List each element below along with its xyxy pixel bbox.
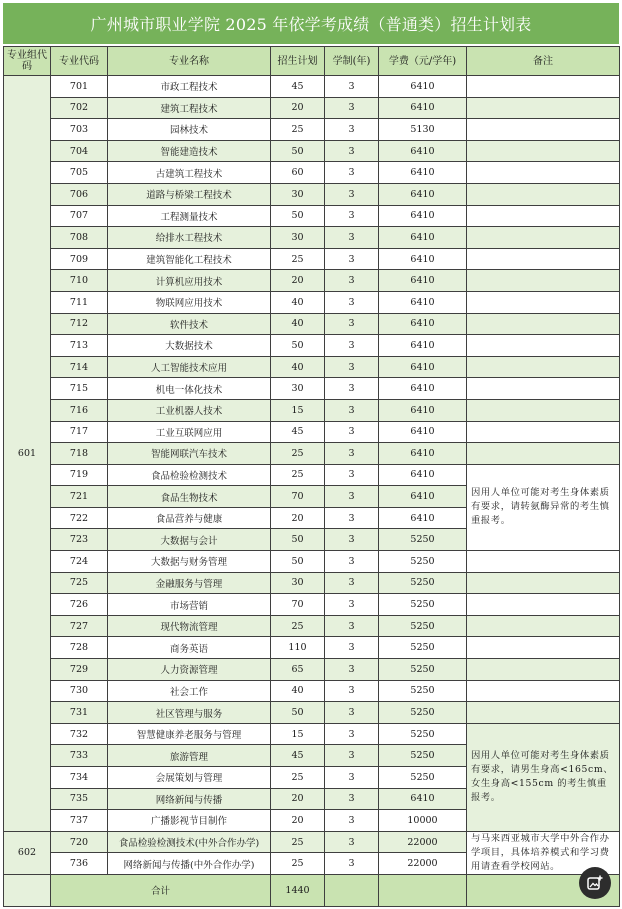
header-row (4, 47, 620, 76)
remark-empty (467, 551, 620, 573)
major-code: 724 (51, 551, 108, 573)
major-code: 704 (51, 140, 108, 162)
tuition-fee: 6410 (379, 162, 467, 184)
major-name: 工程测量技术 (108, 205, 271, 227)
table-row (4, 270, 620, 292)
remark-empty (467, 183, 620, 205)
header-group-code: 专业组代码 (4, 47, 51, 76)
major-code: 725 (51, 572, 108, 594)
plan-count: 15 (271, 399, 325, 421)
study-years: 3 (325, 572, 379, 594)
plan-count: 20 (271, 788, 325, 810)
major-name: 网络新闻与传播(中外合作办学) (108, 853, 271, 875)
study-years: 3 (325, 767, 379, 789)
table-row (4, 313, 620, 335)
plan-count: 50 (271, 335, 325, 357)
tuition-fee: 6410 (379, 291, 467, 313)
major-code: 723 (51, 529, 108, 551)
major-name: 给排水工程技术 (108, 227, 271, 249)
add-image-button[interactable] (579, 867, 611, 899)
major-name: 大数据与会计 (108, 529, 271, 551)
table-row (4, 162, 620, 184)
study-years: 3 (325, 205, 379, 227)
major-code: 718 (51, 443, 108, 465)
tuition-fee: 6410 (379, 270, 467, 292)
tuition-fee: 6410 (379, 313, 467, 335)
plan-count: 20 (271, 507, 325, 529)
tuition-fee: 6410 (379, 76, 467, 98)
table-row (4, 594, 620, 616)
tuition-fee: 5250 (379, 637, 467, 659)
study-years: 3 (325, 507, 379, 529)
major-name: 建筑工程技术 (108, 97, 271, 119)
study-years: 3 (325, 443, 379, 465)
plan-count: 60 (271, 162, 325, 184)
remark-empty (467, 443, 620, 465)
study-years: 3 (325, 637, 379, 659)
table-row (4, 356, 620, 378)
study-years: 3 (325, 335, 379, 357)
remark-empty (467, 76, 620, 98)
table-row (4, 615, 620, 637)
table-row (4, 464, 620, 486)
major-code: 701 (51, 76, 108, 98)
major-code: 728 (51, 637, 108, 659)
plan-count: 25 (271, 767, 325, 789)
major-name: 人力资源管理 (108, 659, 271, 681)
major-name: 大数据与财务管理 (108, 551, 271, 573)
major-code: 727 (51, 615, 108, 637)
table-row (4, 723, 620, 745)
plan-count: 20 (271, 810, 325, 832)
major-code: 721 (51, 486, 108, 508)
plan-count: 25 (271, 443, 325, 465)
table-row (4, 183, 620, 205)
major-name: 网络新闻与传播 (108, 788, 271, 810)
study-years: 3 (325, 378, 379, 400)
major-code: 731 (51, 702, 108, 724)
table-row (4, 680, 620, 702)
plan-count: 50 (271, 205, 325, 227)
remark-empty (467, 594, 620, 616)
tuition-fee: 6410 (379, 399, 467, 421)
study-years: 3 (325, 810, 379, 832)
tuition-fee: 5250 (379, 680, 467, 702)
remark-empty (467, 97, 620, 119)
plan-table (3, 46, 620, 907)
major-code: 712 (51, 313, 108, 335)
table-row (4, 140, 620, 162)
major-name: 人工智能技术应用 (108, 356, 271, 378)
major-name: 建筑智能化工程技术 (108, 248, 271, 270)
major-code: 717 (51, 421, 108, 443)
tuition-fee: 5250 (379, 659, 467, 681)
major-code: 703 (51, 119, 108, 141)
tuition-fee: 6410 (379, 248, 467, 270)
major-name: 社区管理与服务 (108, 702, 271, 724)
study-years: 3 (325, 615, 379, 637)
remark-empty (467, 572, 620, 594)
major-name: 广播影视节目制作 (108, 810, 271, 832)
major-name: 智慧健康养老服务与管理 (108, 723, 271, 745)
study-years: 3 (325, 831, 379, 853)
plan-count: 30 (271, 227, 325, 249)
table-row (4, 378, 620, 400)
header-major-code: 专业代码 (51, 47, 108, 76)
plan-count: 30 (271, 183, 325, 205)
major-name: 食品生物技术 (108, 486, 271, 508)
major-code: 705 (51, 162, 108, 184)
study-years: 3 (325, 421, 379, 443)
study-years: 3 (325, 551, 379, 573)
major-name: 旅游管理 (108, 745, 271, 767)
major-name: 智能建造技术 (108, 140, 271, 162)
remark-empty (467, 637, 620, 659)
study-years: 3 (325, 248, 379, 270)
major-code: 714 (51, 356, 108, 378)
table-row (4, 702, 620, 724)
remark-empty (467, 378, 620, 400)
study-years: 3 (325, 853, 379, 875)
plan-count: 25 (271, 615, 325, 637)
tuition-fee: 5250 (379, 745, 467, 767)
remark-empty (467, 205, 620, 227)
table-row (4, 76, 620, 98)
table-row (4, 659, 620, 681)
table-row (4, 119, 620, 141)
table-row (4, 443, 620, 465)
tuition-fee: 5250 (379, 529, 467, 551)
header-plan: 招生计划 (271, 47, 325, 76)
study-years: 3 (325, 680, 379, 702)
table-row (4, 291, 620, 313)
table-row (4, 97, 620, 119)
plan-count: 25 (271, 248, 325, 270)
plan-count: 25 (271, 831, 325, 853)
major-name: 食品检验检测技术(中外合作办学) (108, 831, 271, 853)
major-name: 园林技术 (108, 119, 271, 141)
major-code: 722 (51, 507, 108, 529)
study-years: 3 (325, 356, 379, 378)
header-major-name: 专业名称 (108, 47, 271, 76)
tuition-fee: 6410 (379, 421, 467, 443)
document-title: 广州城市职业学院 2025 年依学考成绩（普通类）招生计划表 (3, 3, 619, 44)
plan-count: 40 (271, 356, 325, 378)
tuition-fee: 10000 (379, 810, 467, 832)
tuition-fee: 5250 (379, 767, 467, 789)
major-name: 市场营销 (108, 594, 271, 616)
study-years: 3 (325, 529, 379, 551)
major-code: 735 (51, 788, 108, 810)
table-row (4, 421, 620, 443)
remark-empty (467, 702, 620, 724)
remark-empty (467, 680, 620, 702)
study-years: 3 (325, 723, 379, 745)
table-row (4, 227, 620, 249)
study-years: 3 (325, 183, 379, 205)
tuition-fee: 5250 (379, 572, 467, 594)
plan-count: 50 (271, 529, 325, 551)
major-code: 729 (51, 659, 108, 681)
plan-count: 20 (271, 270, 325, 292)
total-row (4, 874, 620, 906)
major-name: 软件技术 (108, 313, 271, 335)
major-name: 古建筑工程技术 (108, 162, 271, 184)
header-years: 学制(年) (325, 47, 379, 76)
major-name: 商务英语 (108, 637, 271, 659)
study-years: 3 (325, 745, 379, 767)
study-years: 3 (325, 291, 379, 313)
major-name: 市政工程技术 (108, 76, 271, 98)
study-years: 3 (325, 119, 379, 141)
major-name: 道路与桥梁工程技术 (108, 183, 271, 205)
remark-empty (467, 291, 620, 313)
major-code: 733 (51, 745, 108, 767)
major-code: 706 (51, 183, 108, 205)
total-plan: 1440 (271, 874, 325, 906)
plan-count: 30 (271, 572, 325, 594)
major-name: 食品营养与健康 (108, 507, 271, 529)
major-name: 计算机应用技术 (108, 270, 271, 292)
plan-count: 110 (271, 637, 325, 659)
study-years: 3 (325, 464, 379, 486)
major-code: 707 (51, 205, 108, 227)
remark-empty (467, 615, 620, 637)
tuition-fee: 6410 (379, 97, 467, 119)
tuition-fee: 6410 (379, 227, 467, 249)
study-years: 3 (325, 659, 379, 681)
remark-empty (467, 421, 620, 443)
major-name: 智能网联汽车技术 (108, 443, 271, 465)
tuition-fee: 6410 (379, 486, 467, 508)
plan-count: 50 (271, 551, 325, 573)
tuition-fee: 6410 (379, 140, 467, 162)
tuition-fee: 5250 (379, 702, 467, 724)
major-code: 720 (51, 831, 108, 853)
plan-count: 40 (271, 680, 325, 702)
major-code: 711 (51, 291, 108, 313)
major-name: 机电一体化技术 (108, 378, 271, 400)
plan-count: 40 (271, 291, 325, 313)
table-row (4, 248, 620, 270)
tuition-fee: 6410 (379, 464, 467, 486)
header-fee: 学费（元/学年) (379, 47, 467, 76)
major-code: 715 (51, 378, 108, 400)
tuition-fee: 6410 (379, 183, 467, 205)
major-code: 710 (51, 270, 108, 292)
major-name: 现代物流管理 (108, 615, 271, 637)
major-code: 713 (51, 335, 108, 357)
major-name: 金融服务与管理 (108, 572, 271, 594)
major-code: 732 (51, 723, 108, 745)
plan-count: 70 (271, 486, 325, 508)
remark-empty (467, 335, 620, 357)
major-code: 708 (51, 227, 108, 249)
tuition-fee: 6410 (379, 335, 467, 357)
tuition-fee: 22000 (379, 853, 467, 875)
tuition-fee: 6410 (379, 788, 467, 810)
tuition-fee: 5250 (379, 615, 467, 637)
major-name: 大数据技术 (108, 335, 271, 357)
study-years: 3 (325, 594, 379, 616)
plan-count: 65 (271, 659, 325, 681)
add-image-icon (586, 874, 604, 892)
remark-empty (467, 140, 620, 162)
remark-tourism: 因用人单位可能对考生身体素质有要求，请男生身高<165cm、女生身高<155cm 的考生慎重报考。 (467, 723, 620, 831)
tuition-fee: 22000 (379, 831, 467, 853)
table-row (4, 572, 620, 594)
remark-empty (467, 248, 620, 270)
remark-empty (467, 356, 620, 378)
plan-count: 50 (271, 140, 325, 162)
major-name: 工业互联网应用 (108, 421, 271, 443)
remark-empty (467, 162, 620, 184)
group-code: 602 (4, 831, 51, 874)
tuition-fee: 6410 (379, 378, 467, 400)
plan-count: 45 (271, 76, 325, 98)
tuition-fee: 6410 (379, 443, 467, 465)
study-years: 3 (325, 162, 379, 184)
plan-count: 50 (271, 702, 325, 724)
remark-empty (467, 270, 620, 292)
table-row (4, 637, 620, 659)
remark-coop: 与马来西亚城市大学中外合作办学项目，具体培养模式和学习费用请查看学校网站。 (467, 831, 620, 874)
table-row (4, 205, 620, 227)
major-name: 工业机器人技术 (108, 399, 271, 421)
major-code: 734 (51, 767, 108, 789)
table-row (4, 399, 620, 421)
tuition-fee: 5250 (379, 551, 467, 573)
study-years: 3 (325, 788, 379, 810)
major-code: 716 (51, 399, 108, 421)
major-name: 社会工作 (108, 680, 271, 702)
study-years: 3 (325, 486, 379, 508)
study-years: 3 (325, 76, 379, 98)
study-years: 3 (325, 702, 379, 724)
study-years: 3 (325, 399, 379, 421)
plan-count: 45 (271, 421, 325, 443)
study-years: 3 (325, 140, 379, 162)
study-years: 3 (325, 97, 379, 119)
major-code: 719 (51, 464, 108, 486)
major-code: 730 (51, 680, 108, 702)
plan-count: 30 (271, 378, 325, 400)
total-label: 合计 (51, 874, 271, 906)
remark-empty (467, 227, 620, 249)
plan-count: 20 (271, 97, 325, 119)
major-code: 726 (51, 594, 108, 616)
study-years: 3 (325, 313, 379, 335)
plan-count: 25 (271, 464, 325, 486)
major-code: 737 (51, 810, 108, 832)
major-name: 会展策划与管理 (108, 767, 271, 789)
major-name: 物联网应用技术 (108, 291, 271, 313)
table-row (4, 335, 620, 357)
study-years: 3 (325, 270, 379, 292)
plan-count: 25 (271, 853, 325, 875)
remark-empty (467, 313, 620, 335)
tuition-fee: 5250 (379, 594, 467, 616)
plan-count: 45 (271, 745, 325, 767)
major-name: 食品检验检测技术 (108, 464, 271, 486)
remark-empty (467, 119, 620, 141)
plan-count: 25 (271, 119, 325, 141)
tuition-fee: 5130 (379, 119, 467, 141)
remark-empty (467, 399, 620, 421)
study-years: 3 (325, 227, 379, 249)
remark-food: 因用人单位可能对考生身体素质有要求，请转氨酶异常的考生慎重报考。 (467, 464, 620, 550)
tuition-fee: 6410 (379, 356, 467, 378)
tuition-fee: 6410 (379, 507, 467, 529)
tuition-fee: 6410 (379, 205, 467, 227)
major-code: 702 (51, 97, 108, 119)
major-code: 709 (51, 248, 108, 270)
remark-empty (467, 659, 620, 681)
table-row (4, 551, 620, 573)
table-row (4, 831, 620, 853)
plan-count: 15 (271, 723, 325, 745)
header-notes: 备注 (467, 47, 620, 76)
plan-count: 40 (271, 313, 325, 335)
plan-count: 70 (271, 594, 325, 616)
major-code: 736 (51, 853, 108, 875)
group-code: 601 (4, 76, 51, 832)
tuition-fee: 5250 (379, 723, 467, 745)
